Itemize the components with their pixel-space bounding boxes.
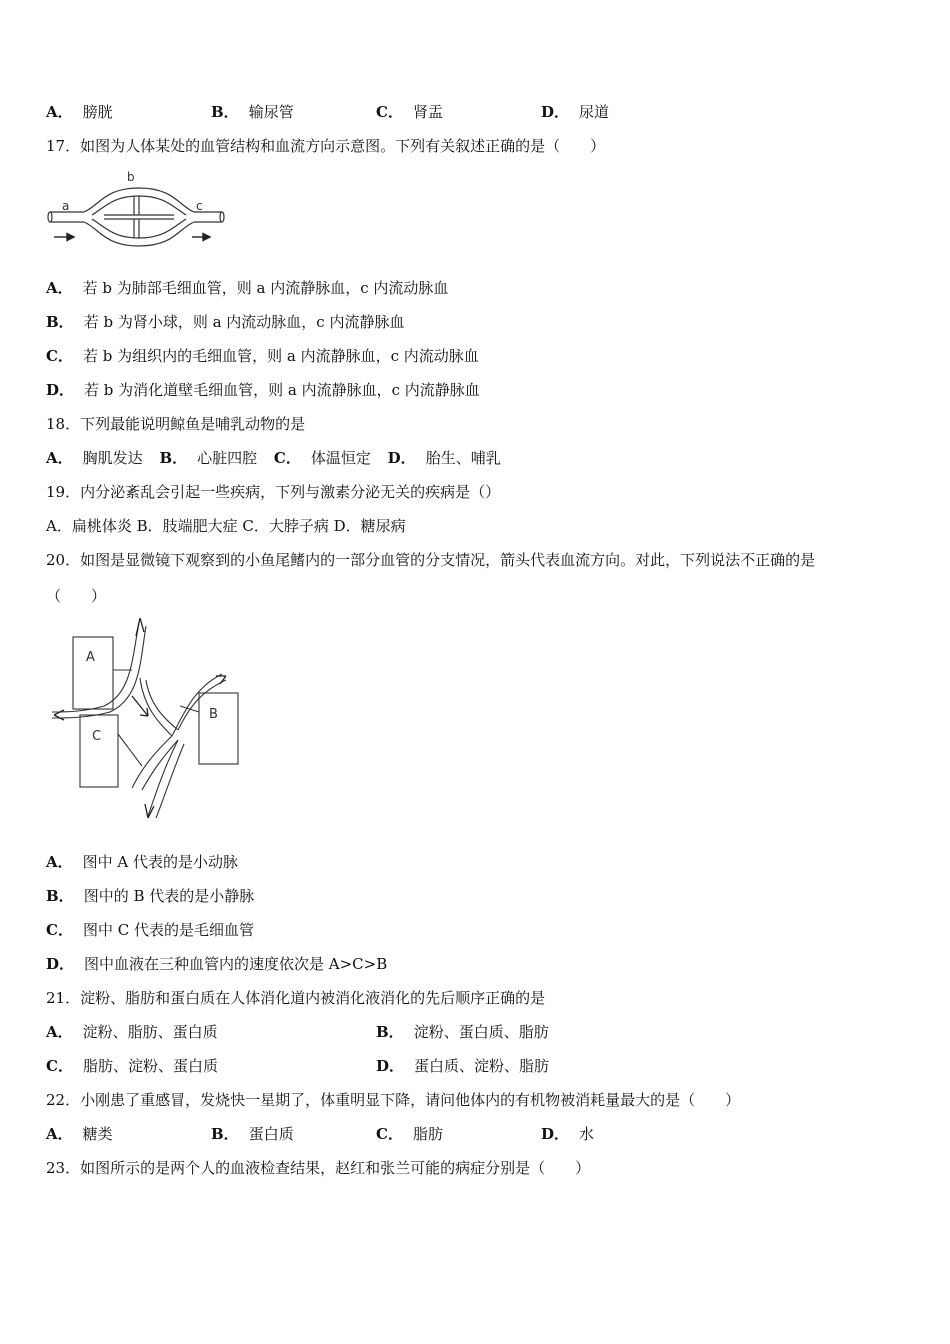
q18-options: A． 胸肌发达 B． 心脏四腔 C． 体温恒定 D． 胎生、哺乳 <box>46 449 501 467</box>
q20-arrow-right <box>216 676 226 684</box>
q20-option-b: B． 图中的 B 代表的是小静脉 <box>46 887 255 905</box>
q17-vessel-diagram <box>44 166 234 248</box>
q20-option-a: A． 图中 A 代表的是小动脉 <box>46 853 239 871</box>
q17-label-b: b <box>127 170 135 184</box>
q23-stem: 23．如图所示的是两个人的血液检查结果，赵红和张兰可能的病症分别是（ ） <box>46 1159 591 1177</box>
q21-option-a: A． 淀粉、脂肪、蛋白质 <box>46 1023 218 1041</box>
q16-option-b: B． 输尿管 <box>211 103 294 121</box>
q17-option-a: A． 若 b 为肺部毛细血管，则 a 内流静脉血，c 内流动脉血 <box>46 279 449 297</box>
q22-option-d: D． 水 <box>541 1125 595 1143</box>
q17-stem: 17．如图为人体某处的血管结构和血流方向示意图。下列有关叙述正确的是（ ） <box>46 137 606 155</box>
q19-stem: 19．内分泌紊乱会引起一些疾病，下列与激素分泌无关的疾病是（） <box>46 483 501 501</box>
q20-option-d: D． 图中血液在三种血管内的速度依次是 A>C>B <box>46 955 388 973</box>
q21-stem: 21．淀粉、脂肪和蛋白质在人体消化道内被消化液消化的先后顺序正确的是 <box>46 989 546 1007</box>
q21-option-d: D． 蛋白质、淀粉、脂肪 <box>376 1057 550 1075</box>
q20-stem-paren: （ ） <box>46 587 107 605</box>
q16-option-d: D． 尿道 <box>541 103 610 121</box>
q20-arrow-top <box>136 618 144 636</box>
q22-option-a: A． 糖类 <box>46 1125 113 1143</box>
q20-label-b: B <box>209 707 218 722</box>
q22-stem: 22．小刚患了重感冒，发烧快一星期了，体重明显下降，请问他体内的有机物被消耗量最大的是（ ） <box>46 1091 741 1109</box>
q16-option-a: A． 膀胱 <box>46 103 113 121</box>
q20-label-c: C <box>92 729 102 744</box>
q20-stem: 20．如图是显微镜下观察到的小鱼尾鳍内的一部分血管的分支情况，箭头代表血流方向。对此，下列说法不正确的是 <box>46 551 816 569</box>
q17-label-a: a <box>62 199 70 213</box>
q20-fish-tail-vessel-diagram <box>44 618 254 824</box>
q17-option-c: C． 若 b 为组织内的毛细血管，则 a 内流静脉血，c 内流动脉血 <box>46 347 479 365</box>
q22-option-b: B． 蛋白质 <box>211 1125 294 1143</box>
q20-box-a <box>73 637 113 709</box>
q21-option-c: C． 脂肪、淀粉、蛋白质 <box>46 1057 218 1075</box>
q16-option-c: C． 肾盂 <box>376 103 443 121</box>
q20-box-c <box>80 715 118 787</box>
q22-option-c: C． 脂肪 <box>376 1125 443 1143</box>
q17-option-b: B． 若 b 为肾小球，则 a 内流动脉血，c 内流静脉血 <box>46 313 405 331</box>
q17-option-d: D． 若 b 为消化道壁毛细血管，则 a 内流静脉血，c 内流静脉血 <box>46 381 480 399</box>
q20-box-b <box>199 693 238 764</box>
q19-options: A．扁桃体炎 B．肢端肥大症 C．大脖子病 D．糖尿病 <box>46 517 406 535</box>
q20-option-c: C． 图中 C 代表的是毛细血管 <box>46 921 254 939</box>
q17-label-c: c <box>196 199 203 213</box>
q20-label-a: A <box>86 650 95 665</box>
q21-option-b: B． 淀粉、蛋白质、脂肪 <box>376 1023 549 1041</box>
q18-stem: 18．下列最能说明鲸鱼是哺乳动物的是 <box>46 415 306 433</box>
